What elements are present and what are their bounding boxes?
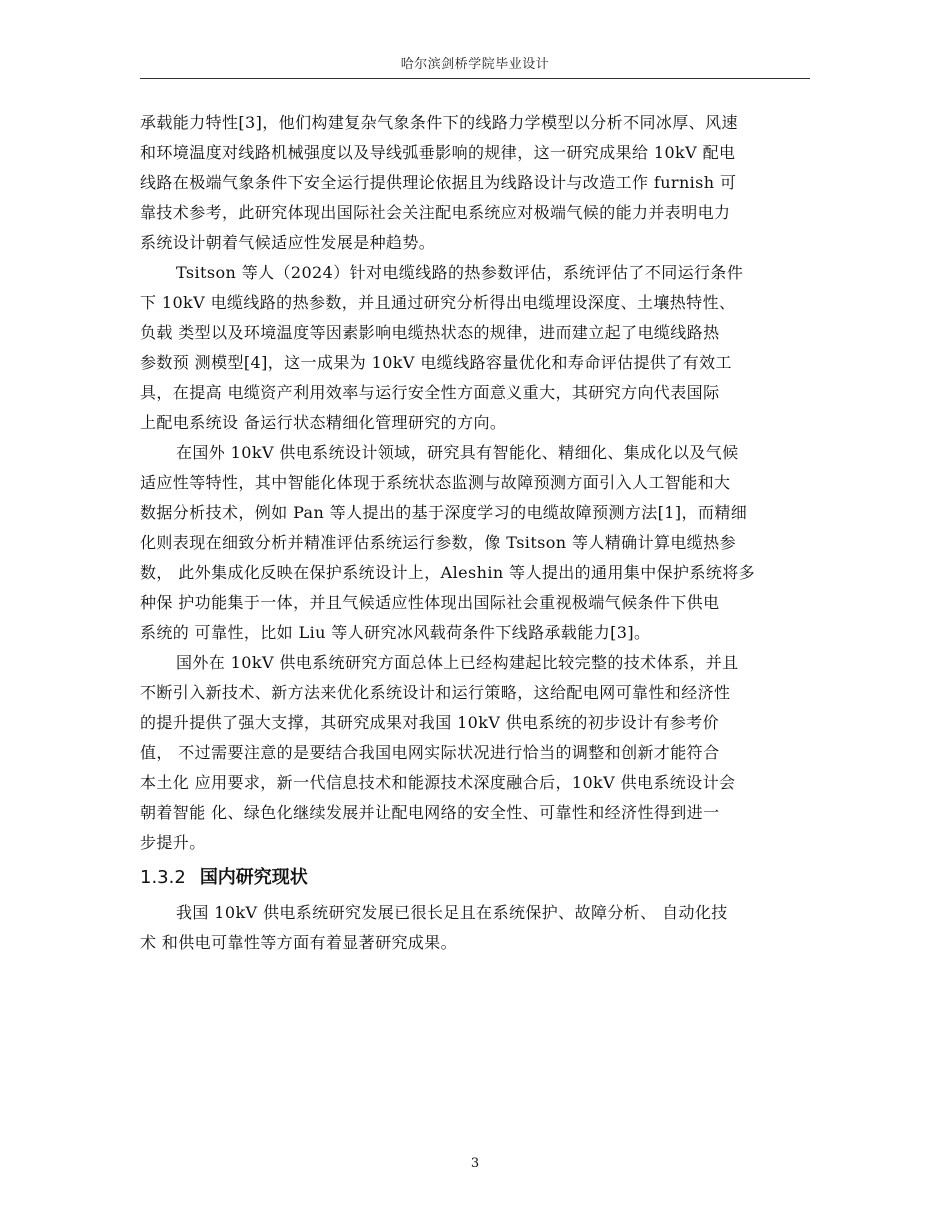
text-line: 下 10kV 电缆线路的热参数，并且通过研究分析得出电缆埋设深度、土壤热特性、 bbox=[140, 293, 736, 312]
text-line: 上配电系统设 备运行状态精细化管理研究的方向。 bbox=[140, 413, 507, 432]
text-line: 数， 此外集成化反映在保护系统设计上，Aleshin 等人提出的通用集中保护系统将多 bbox=[140, 563, 756, 582]
text-line: 本土化 应用要求，新一代信息技术和能源技术深度融合后，10kV 供电系统设计会 bbox=[140, 773, 736, 792]
section-title: 国内研究现状 bbox=[199, 867, 308, 888]
text-line: 线路在极端气象条件下安全运行提供理论依据且为线路设计与改造工作 furnish 可 bbox=[140, 173, 737, 192]
text-line: 承载能力特性[3]，他们构建复杂气象条件下的线路力学模型以分析不同冰厚、风速 bbox=[140, 113, 738, 132]
text-line: 参数预 测模型[4]，这一成果为 10kV 电缆线路容量优化和寿命评估提供了有效工 bbox=[140, 353, 732, 372]
section-number: 1.3.2 bbox=[140, 867, 186, 888]
text-line: 系统的 可靠性，比如 Liu 等人研究冰风载荷条件下线路承载能力[3]。 bbox=[140, 623, 651, 642]
text-line: 适应性等特性，其中智能化体现于系统状态监测与故障预测方面引入人工智能和大 bbox=[140, 473, 731, 492]
text-line: 不断引入新技术、新方法来优化系统设计和运行策略，这给配电网可靠性和经济性 bbox=[140, 683, 731, 702]
text-line: 化则表现在细致分析并精准评估系统运行参数，像 Tsitson 等人精确计算电缆热参 bbox=[140, 533, 736, 552]
text-line: 靠技术参考，此研究体现出国际社会关注配电系统应对极端气候的能力并表明电力 bbox=[140, 203, 731, 222]
paragraph-2 bbox=[140, 258, 820, 438]
section-heading bbox=[140, 862, 820, 894]
page-number: 3 bbox=[470, 1156, 480, 1171]
text-line: 朝着智能 化、绿色化继续发展并让配电网络的安全性、可靠性和经济性得到进一 bbox=[140, 803, 720, 822]
header-rule bbox=[140, 78, 810, 79]
text-line: 国外在 10kV 供电系统研究方面总体上已经构建起比较完整的技术体系，并且 bbox=[176, 653, 739, 672]
text-line: 负载 类型以及环境温度等因素影响电缆热状态的规律，进而建立起了电缆线路热 bbox=[140, 323, 720, 342]
paragraph-1 bbox=[140, 108, 820, 258]
text-line: 系统设计朝着气候适应性发展是种趋势。 bbox=[140, 233, 436, 252]
text-line: Tsitson 等人（2024）针对电缆线路的热参数评估，系统评估了不同运行条件 bbox=[176, 263, 744, 282]
header-title: 哈尔滨剑桥学院毕业设计 bbox=[400, 57, 550, 72]
paragraph-4 bbox=[140, 648, 820, 858]
text-line: 的提升提供了强大支撑，其研究成果对我国 10kV 供电系统的初步设计有参考价 bbox=[140, 713, 719, 732]
text-line: 具，在提高 电缆资产利用效率与运行安全性方面意义重大，其研究方向代表国际 bbox=[140, 383, 720, 402]
text-line: 数据分析技术，例如 Pan 等人提出的基于深度学习的电缆故障预测方法[1]，而精细 bbox=[140, 503, 748, 522]
text-line: 步提升。 bbox=[140, 833, 206, 852]
paragraph-5 bbox=[140, 898, 820, 958]
text-line: 术 和供电可靠性等方面有着显著研究成果。 bbox=[140, 933, 458, 952]
text-line: 值， 不过需要注意的是要结合我国电网实际状况进行恰当的调整和创新才能符合 bbox=[140, 743, 720, 762]
paragraph-3 bbox=[140, 438, 820, 648]
page-body bbox=[140, 108, 820, 958]
text-line: 种保 护功能集于一体，并且气候适应性体现出国际社会重视极端气候条件下供电 bbox=[140, 593, 720, 612]
text-line: 和环境温度对线路机械强度以及导线弧垂影响的规律，这一研究成果给 10kV 配电 bbox=[140, 143, 736, 162]
text-line: 我国 10kV 供电系统研究发展已很长足且在系统保护、故障分析、 自动化技 bbox=[176, 903, 728, 922]
text-line: 在国外 10kV 供电系统设计领域，研究具有智能化、精细化、集成化以及气候 bbox=[176, 443, 739, 462]
